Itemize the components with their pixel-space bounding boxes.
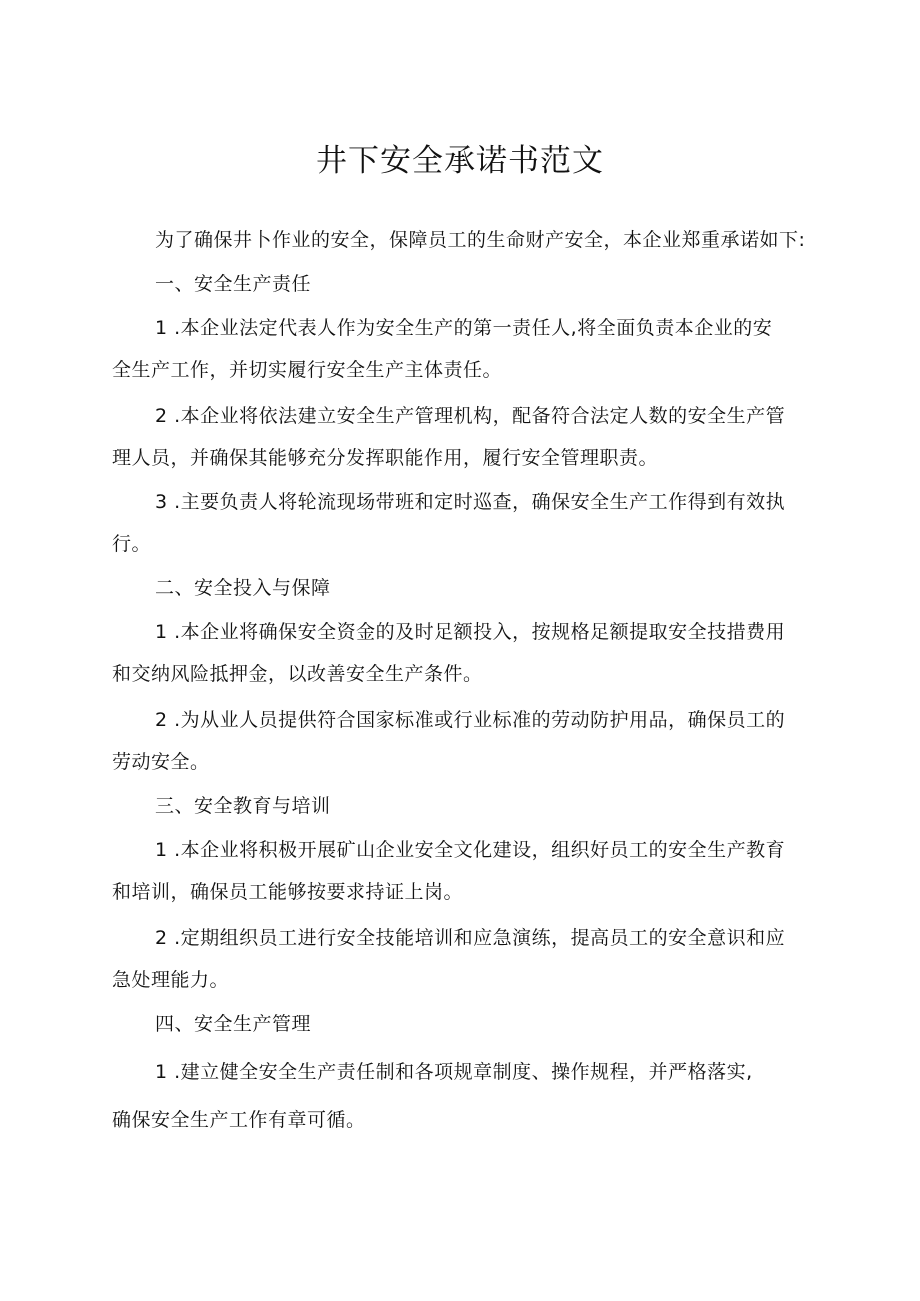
clause-line: 3 .主要负责人将轮流现场带班和定时巡查，确保安全生产工作得到有效执 bbox=[155, 491, 786, 513]
clause-line: 全生产工作，并切实履行安全生产主体责任。 bbox=[112, 359, 503, 381]
clause-line: 1 .本企业将积极开展矿山企业安全文化建设，组织好员工的安全生产教育 bbox=[155, 839, 786, 861]
section-heading: 二、安全投入与保障 bbox=[155, 577, 331, 599]
clause-line: 2 .定期组织员工进行安全技能培训和应急演练，提高员工的安全意识和应 bbox=[155, 927, 786, 949]
clause-line: 劳动安全。 bbox=[112, 751, 210, 773]
section-heading: 四、安全生产管理 bbox=[155, 1013, 312, 1035]
clause-line: 急处理能力。 bbox=[112, 969, 230, 991]
intro-paragraph: 为了确保井卜作业的安全，保障员工的生命财产安全，本企业郑重承诺如下: bbox=[155, 229, 806, 251]
clause-line: 1 .本企业将确保安全资金的及时足额投入，按规格足额提取安全技措费用 bbox=[155, 621, 786, 643]
clause-line: 行。 bbox=[112, 533, 152, 555]
clause-line: 理人员，并确保其能够充分发挥职能作用，履行安全管理职责。 bbox=[112, 447, 659, 469]
clause-line: 2 .本企业将依法建立安全生产管理机构，配备符合法定人数的安全生产管 bbox=[155, 405, 786, 427]
clause-line: 1 .本企业法定代表人作为安全生产的第一责任人,将全面负责本企业的安 bbox=[155, 317, 773, 339]
section-heading: 三、安全教育与培训 bbox=[155, 795, 331, 817]
clause-line: 和培训，确保员工能够按要求持证上岗。 bbox=[112, 881, 464, 903]
section-heading: 一、安全生产责任 bbox=[155, 273, 312, 295]
clause-line: 2 .为从业人员提供符合国家标准或行业标准的劳动防护用品，确保员工的 bbox=[155, 709, 786, 731]
clause-line: 1 .建立健全安全生产责任制和各项规章制度、操作规程，并严格落实, bbox=[155, 1061, 753, 1083]
document-title: 井下安全承诺书范文 bbox=[316, 142, 604, 179]
clause-line: 和交纳风险抵押金，以改善安全生产条件。 bbox=[112, 663, 483, 685]
clause-line: 确保安全生产工作有章可循。 bbox=[112, 1109, 366, 1131]
